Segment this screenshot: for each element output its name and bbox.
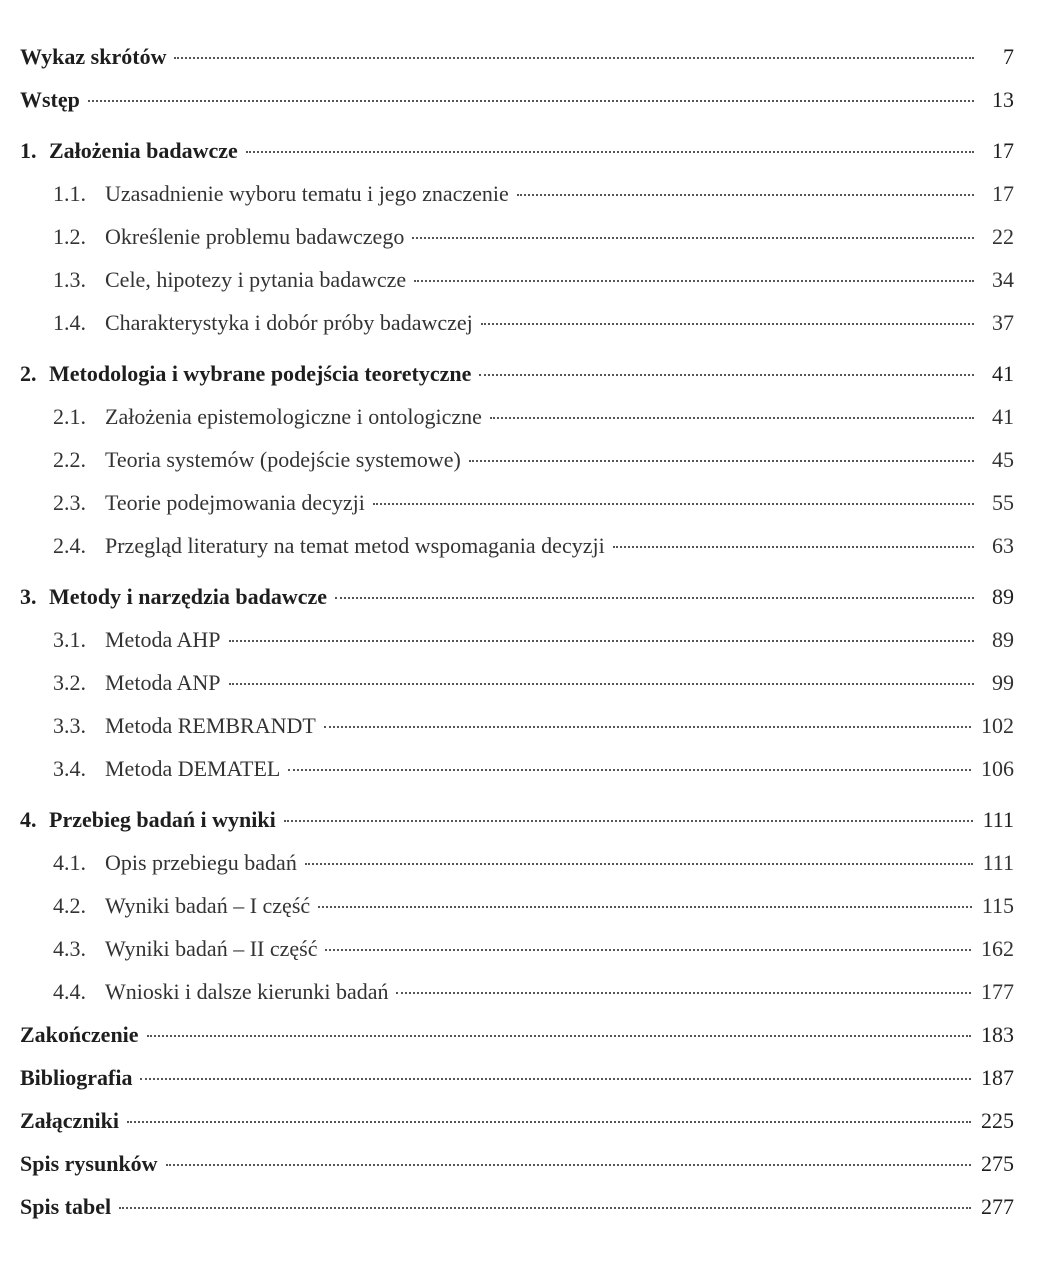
toc-entry-label: Uzasadnienie wyboru tematu i jego znaczenie bbox=[105, 181, 509, 206]
dot-leader bbox=[396, 992, 971, 994]
toc-entry-label: Założenia epistemologiczne i ontologiczne bbox=[105, 404, 482, 429]
toc-entry-label: Metoda AHP bbox=[105, 627, 221, 652]
toc-entry-number: 1.3. bbox=[53, 267, 86, 292]
dot-leader bbox=[140, 1078, 971, 1080]
toc-section-3-4[interactable] bbox=[20, 750, 1014, 793]
toc-entry-label: Przegląd literatury na temat metod wspomagania decyzji bbox=[105, 533, 605, 558]
toc-chapter-4[interactable] bbox=[20, 801, 1014, 844]
toc-entry-page: 41 bbox=[992, 404, 1014, 429]
toc-entry-label: Wnioski i dalsze kierunki badań bbox=[105, 979, 389, 1004]
toc-entry-label: Spis tabel bbox=[20, 1194, 112, 1219]
toc-entry-label: Teoria systemów (podejście systemowe) bbox=[105, 447, 461, 472]
toc-section-2-3[interactable] bbox=[20, 484, 1014, 527]
dot-leader bbox=[481, 323, 974, 325]
dot-leader bbox=[412, 237, 974, 239]
toc-entry-page: 162 bbox=[981, 936, 1014, 961]
dot-leader bbox=[469, 460, 974, 462]
toc-entry-page: 115 bbox=[981, 893, 1014, 918]
toc-chapter-1[interactable] bbox=[20, 132, 1014, 175]
toc-entry-label: Metoda DEMATEL bbox=[105, 756, 281, 781]
toc-section-1-4[interactable] bbox=[20, 304, 1014, 347]
toc-entry-page: 55 bbox=[992, 490, 1014, 515]
toc-entry-page: 99 bbox=[992, 670, 1014, 695]
toc-entry-bibliografia[interactable] bbox=[20, 1059, 1014, 1102]
toc-entry-page: 89 bbox=[992, 584, 1014, 609]
toc-entry-page: 34 bbox=[992, 267, 1014, 292]
toc-entry-label: Założenia badawcze bbox=[49, 138, 238, 163]
toc-entry-label: Metoda REMBRANDT bbox=[105, 713, 316, 738]
toc-entry-label: Teorie podejmowania decyzji bbox=[105, 490, 365, 515]
toc-entry-label: Opis przebiegu badań bbox=[105, 850, 297, 875]
toc-chapter-3[interactable] bbox=[20, 578, 1014, 621]
toc-entry-spis-rysunkow[interactable] bbox=[20, 1145, 1014, 1188]
toc-entry-number: 3.4. bbox=[53, 756, 86, 781]
toc-entry-page: 63 bbox=[992, 533, 1014, 558]
toc-section-3-2[interactable] bbox=[20, 664, 1014, 707]
toc-section-1-1[interactable] bbox=[20, 175, 1014, 218]
toc-entry-label: Zakończenie bbox=[20, 1022, 139, 1047]
toc-entry-label: Charakterystyka i dobór próby badawczej bbox=[105, 310, 473, 335]
toc-entry-wykaz-skrotow[interactable] bbox=[20, 38, 1014, 81]
dot-leader bbox=[127, 1121, 971, 1123]
dot-leader bbox=[325, 949, 971, 951]
toc-section-2-1[interactable] bbox=[20, 398, 1014, 441]
toc-entry-number: 3. bbox=[20, 584, 37, 609]
toc-entry-number: 4.1. bbox=[53, 850, 86, 875]
dot-leader bbox=[414, 280, 974, 282]
toc-entry-zakonczenie[interactable] bbox=[20, 1016, 1014, 1059]
toc-entry-label: Metodologia i wybrane podejścia teoretyczne bbox=[49, 361, 472, 386]
toc-entry-page: 225 bbox=[981, 1108, 1014, 1133]
toc-entry-label: Załączniki bbox=[20, 1108, 120, 1133]
toc-entry-label: Przebieg badań i wyniki bbox=[49, 807, 276, 832]
toc-section-4-3[interactable] bbox=[20, 930, 1014, 973]
toc-section-4-4[interactable] bbox=[20, 973, 1014, 1016]
toc-entry-page: 111 bbox=[982, 807, 1014, 832]
toc-entry-page: 187 bbox=[981, 1065, 1014, 1090]
toc-entry-page: 177 bbox=[981, 979, 1014, 1004]
toc-entry-label: Metoda ANP bbox=[105, 670, 221, 695]
toc-entry-label: Wyniki badań – I część bbox=[105, 893, 311, 918]
toc-section-2-2[interactable] bbox=[20, 441, 1014, 484]
toc-section-3-3[interactable] bbox=[20, 707, 1014, 750]
toc-entry-number: 4.3. bbox=[53, 936, 86, 961]
dot-leader bbox=[119, 1207, 971, 1209]
toc-entry-number: 4. bbox=[20, 807, 37, 832]
toc-entry-number: 3.2. bbox=[53, 670, 86, 695]
toc-entry-label: Metody i narzędzia badawcze bbox=[49, 584, 327, 609]
toc-entry-number: 2. bbox=[20, 361, 37, 386]
dot-leader bbox=[166, 1164, 971, 1166]
toc-entry-zalaczniki[interactable] bbox=[20, 1102, 1014, 1145]
dot-leader bbox=[373, 503, 974, 505]
toc-entry-page: 275 bbox=[981, 1151, 1014, 1176]
toc-entry-label: Określenie problemu badawczego bbox=[105, 224, 405, 249]
dot-leader bbox=[305, 863, 973, 865]
dot-leader bbox=[479, 374, 974, 376]
toc-entry-label: Wykaz skrótów bbox=[20, 44, 167, 69]
toc-entry-number: 2.2. bbox=[53, 447, 86, 472]
toc-section-4-2[interactable] bbox=[20, 887, 1014, 930]
dot-leader bbox=[229, 683, 975, 685]
toc-section-4-1[interactable] bbox=[20, 844, 1014, 887]
toc-entry-page: 41 bbox=[992, 361, 1014, 386]
toc-entry-label: Cele, hipotezy i pytania badawcze bbox=[105, 267, 407, 292]
toc-entry-page: 45 bbox=[992, 447, 1014, 472]
dot-leader bbox=[335, 597, 974, 599]
toc-entry-number: 4.4. bbox=[53, 979, 86, 1004]
toc-section-2-4[interactable] bbox=[20, 527, 1014, 570]
toc-section-3-1[interactable] bbox=[20, 621, 1014, 664]
toc-entry-page: 37 bbox=[992, 310, 1014, 335]
dot-leader bbox=[517, 194, 974, 196]
dot-leader bbox=[246, 151, 974, 153]
toc-entry-label: Wyniki badań – II część bbox=[105, 936, 318, 961]
toc-entry-page: 17 bbox=[992, 138, 1014, 163]
toc-entry-page: 183 bbox=[981, 1022, 1014, 1047]
dot-leader bbox=[613, 546, 974, 548]
toc-entry-number: 2.4. bbox=[53, 533, 86, 558]
toc-section-1-3[interactable] bbox=[20, 261, 1014, 304]
toc-entry-page: 111 bbox=[982, 850, 1014, 875]
toc-entry-page: 7 bbox=[1003, 44, 1014, 69]
toc-entry-label: Wstęp bbox=[20, 87, 80, 112]
toc-chapter-2[interactable] bbox=[20, 355, 1014, 398]
toc-entry-number: 4.2. bbox=[53, 893, 86, 918]
toc-entry-page: 277 bbox=[981, 1194, 1014, 1219]
toc-entry-label: Bibliografia bbox=[20, 1065, 133, 1090]
toc-entry-page: 22 bbox=[992, 224, 1014, 249]
toc-entry-page: 17 bbox=[992, 181, 1014, 206]
dot-leader bbox=[318, 906, 972, 908]
toc-entry-number: 1.1. bbox=[53, 181, 86, 206]
dot-leader bbox=[288, 769, 971, 771]
table-of-contents bbox=[20, 38, 1014, 1231]
dot-leader bbox=[490, 417, 974, 419]
dot-leader bbox=[229, 640, 975, 642]
toc-entry-number: 3.1. bbox=[53, 627, 86, 652]
toc-entry-number: 1.4. bbox=[53, 310, 86, 335]
dot-leader bbox=[324, 726, 971, 728]
dot-leader bbox=[174, 57, 974, 59]
toc-entry-number: 2.1. bbox=[53, 404, 86, 429]
toc-entry-number: 1. bbox=[20, 138, 37, 163]
toc-entry-spis-tabel[interactable] bbox=[20, 1188, 1014, 1231]
dot-leader bbox=[284, 820, 973, 822]
dot-leader bbox=[88, 100, 974, 102]
toc-entry-label: Spis rysunków bbox=[20, 1151, 158, 1176]
dot-leader bbox=[147, 1035, 971, 1037]
toc-section-1-2[interactable] bbox=[20, 218, 1014, 261]
toc-entry-number: 2.3. bbox=[53, 490, 86, 515]
toc-entry-wstep[interactable] bbox=[20, 81, 1014, 124]
toc-entry-page: 102 bbox=[981, 713, 1014, 738]
toc-entry-page: 106 bbox=[981, 756, 1014, 781]
toc-entry-page: 89 bbox=[992, 627, 1014, 652]
toc-entry-page: 13 bbox=[992, 87, 1014, 112]
toc-entry-number: 1.2. bbox=[53, 224, 86, 249]
toc-entry-number: 3.3. bbox=[53, 713, 86, 738]
